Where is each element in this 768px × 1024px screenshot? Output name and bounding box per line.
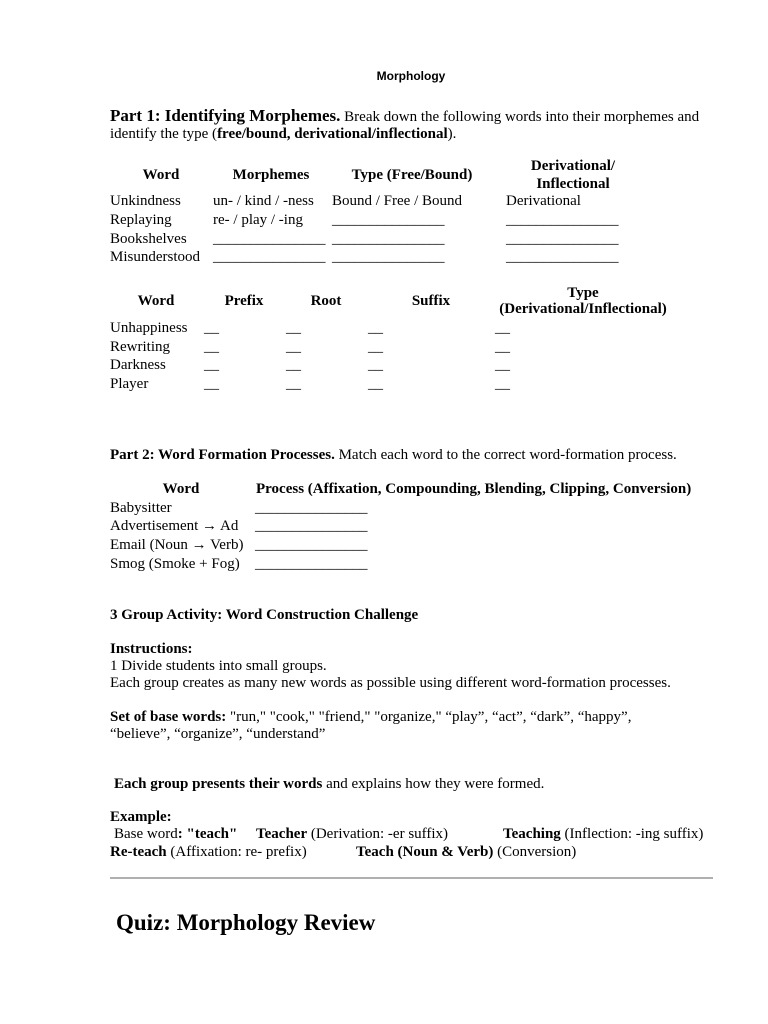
instructions-label: Instructions:	[110, 641, 193, 657]
table1-blank[interactable]: _______________	[213, 231, 326, 247]
table2-blank[interactable]: __	[204, 357, 219, 373]
table2-header-type-sub: (Derivational/Inflectional)	[499, 301, 667, 317]
table2-blank[interactable]: __	[495, 357, 510, 373]
table2-cell: Unhappiness	[110, 320, 188, 336]
part2-blank[interactable]: _______________	[255, 518, 368, 534]
part1-intro-end: ).	[447, 126, 457, 142]
example-reteach	[110, 844, 307, 861]
table2-blank[interactable]: __	[495, 320, 510, 336]
example-teaching-note: (Inflection: -ing suffix)	[560, 826, 704, 842]
table1-blank[interactable]: _______________	[213, 249, 326, 265]
present-text: and explains how they were formed.	[322, 776, 545, 792]
example-teach-nv-note: (Conversion)	[493, 844, 577, 860]
table1-blank[interactable]: _______________	[506, 231, 619, 247]
table2-header-prefix: Prefix	[224, 293, 264, 309]
example-label: Example:	[110, 809, 172, 825]
base-words	[110, 709, 631, 726]
table1-header-morphemes: Morphemes	[232, 167, 310, 183]
table1-blank[interactable]: _______________	[506, 249, 619, 265]
example-teaching-word: Teaching	[503, 826, 561, 842]
table1-header-derivational: Derivational/	[530, 158, 616, 174]
table2-blank[interactable]: __	[286, 376, 301, 392]
example-teach-nv	[356, 844, 576, 861]
part1-intro-text: Break down the following words into their morphemes and identify the type (	[110, 109, 700, 142]
example-base-word-value: : "teach"	[177, 826, 238, 842]
horizontal-rule	[110, 877, 713, 879]
table1-cell: Unkindness	[110, 193, 181, 209]
example-base-word-label: Base word	[114, 826, 178, 842]
example-teaching	[503, 826, 703, 843]
example-teacher-note: (Derivation: -er suffix)	[307, 826, 449, 842]
table2-header-root: Root	[310, 293, 342, 309]
base-words-line2: “believe”, “organize”, “understand”	[110, 726, 326, 742]
table2-blank[interactable]: __	[368, 320, 383, 336]
table1-blank[interactable]: _______________	[332, 212, 445, 228]
table2-header-type: Type	[567, 285, 599, 301]
table2-blank[interactable]: __	[286, 320, 301, 336]
example-reteach-note: (Affixation: re- prefix)	[166, 844, 307, 860]
table2-blank[interactable]: __	[495, 339, 510, 355]
part2-header-word: Word	[162, 481, 200, 497]
table2-cell: Player	[110, 376, 149, 392]
present-line	[114, 776, 544, 793]
instruction-2: Each group creates as many new words as possible using different word-formation processes.	[110, 675, 671, 691]
table1-header-inflectional: Inflectional	[536, 176, 610, 192]
part2-blank[interactable]: _______________	[255, 500, 368, 516]
table2-blank[interactable]: __	[286, 339, 301, 355]
part1-heading: Part 1: Identifying Morphemes.	[110, 106, 341, 125]
base-words-line1: "run," "cook," "friend," "organize," “play”, “act”, “dark”, “happy”,	[226, 709, 632, 725]
part2-word: Babysitter	[110, 500, 172, 516]
table2-header-word: Word	[137, 293, 175, 309]
example-teach-nv-word: Teach (Noun & Verb)	[356, 844, 494, 860]
table2-blank[interactable]: __	[368, 376, 383, 392]
table1-cell: Derivational	[506, 193, 581, 209]
table1-blank[interactable]: _______________	[332, 249, 445, 265]
table2-blank[interactable]: __	[495, 376, 510, 392]
part2-word: Advertisement → Ad	[110, 518, 239, 534]
part2-header-process: Process (Affixation, Compounding, Blending, Clipping, Conversion)	[256, 481, 692, 497]
table1-header-word: Word	[142, 167, 180, 183]
part3-heading: 3 Group Activity: Word Construction Challenge	[110, 607, 419, 623]
instruction-1: 1 Divide students into small groups.	[110, 658, 327, 674]
example-teacher-word: Teacher	[256, 826, 308, 842]
table1-cell: re- / play / -ing	[213, 212, 303, 228]
example-teacher	[256, 826, 448, 843]
table2-blank[interactable]: __	[368, 357, 383, 373]
table2-blank[interactable]: __	[204, 339, 219, 355]
table1-cell: Bound / Free / Bound	[332, 193, 462, 209]
table2-header-suffix: Suffix	[411, 293, 451, 309]
part2-blank[interactable]: _______________	[255, 537, 368, 553]
example-base-word	[114, 826, 237, 843]
part2-intro-text: Match each word to the correct word-formation process.	[338, 447, 677, 463]
table1-cell: Replaying	[110, 212, 172, 228]
example-reteach-word: Re-teach	[110, 844, 167, 860]
part1-intro	[110, 107, 710, 143]
table2-cell: Rewriting	[110, 339, 170, 355]
part1-intro-bold: free/bound, derivational/inflectional	[217, 126, 448, 142]
table1-cell: Bookshelves	[110, 231, 187, 247]
part2-word: Email (Noun → Verb)	[110, 537, 244, 553]
part2-intro	[110, 447, 730, 464]
page-title: Morphology	[376, 69, 446, 83]
part2-blank[interactable]: _______________	[255, 556, 368, 572]
table1-blank[interactable]: _______________	[506, 212, 619, 228]
table1-header-type: Type (Free/Bound)	[351, 167, 473, 183]
table2-blank[interactable]: __	[204, 376, 219, 392]
part2-heading: Part 2: Word Formation Processes.	[110, 447, 335, 463]
table1-cell: Misunderstood	[110, 249, 200, 265]
table1-cell: un- / kind / -ness	[213, 193, 314, 209]
part2-word: Smog (Smoke + Fog)	[110, 556, 240, 572]
table2-blank[interactable]: __	[286, 357, 301, 373]
base-words-label: Set of base words:	[110, 709, 227, 725]
table1-blank[interactable]: _______________	[332, 231, 445, 247]
quiz-title: Quiz: Morphology Review	[116, 910, 376, 935]
table2-cell: Darkness	[110, 357, 166, 373]
table2-blank[interactable]: __	[368, 339, 383, 355]
present-bold: Each group presents their words	[114, 776, 323, 792]
table2-blank[interactable]: __	[204, 320, 219, 336]
